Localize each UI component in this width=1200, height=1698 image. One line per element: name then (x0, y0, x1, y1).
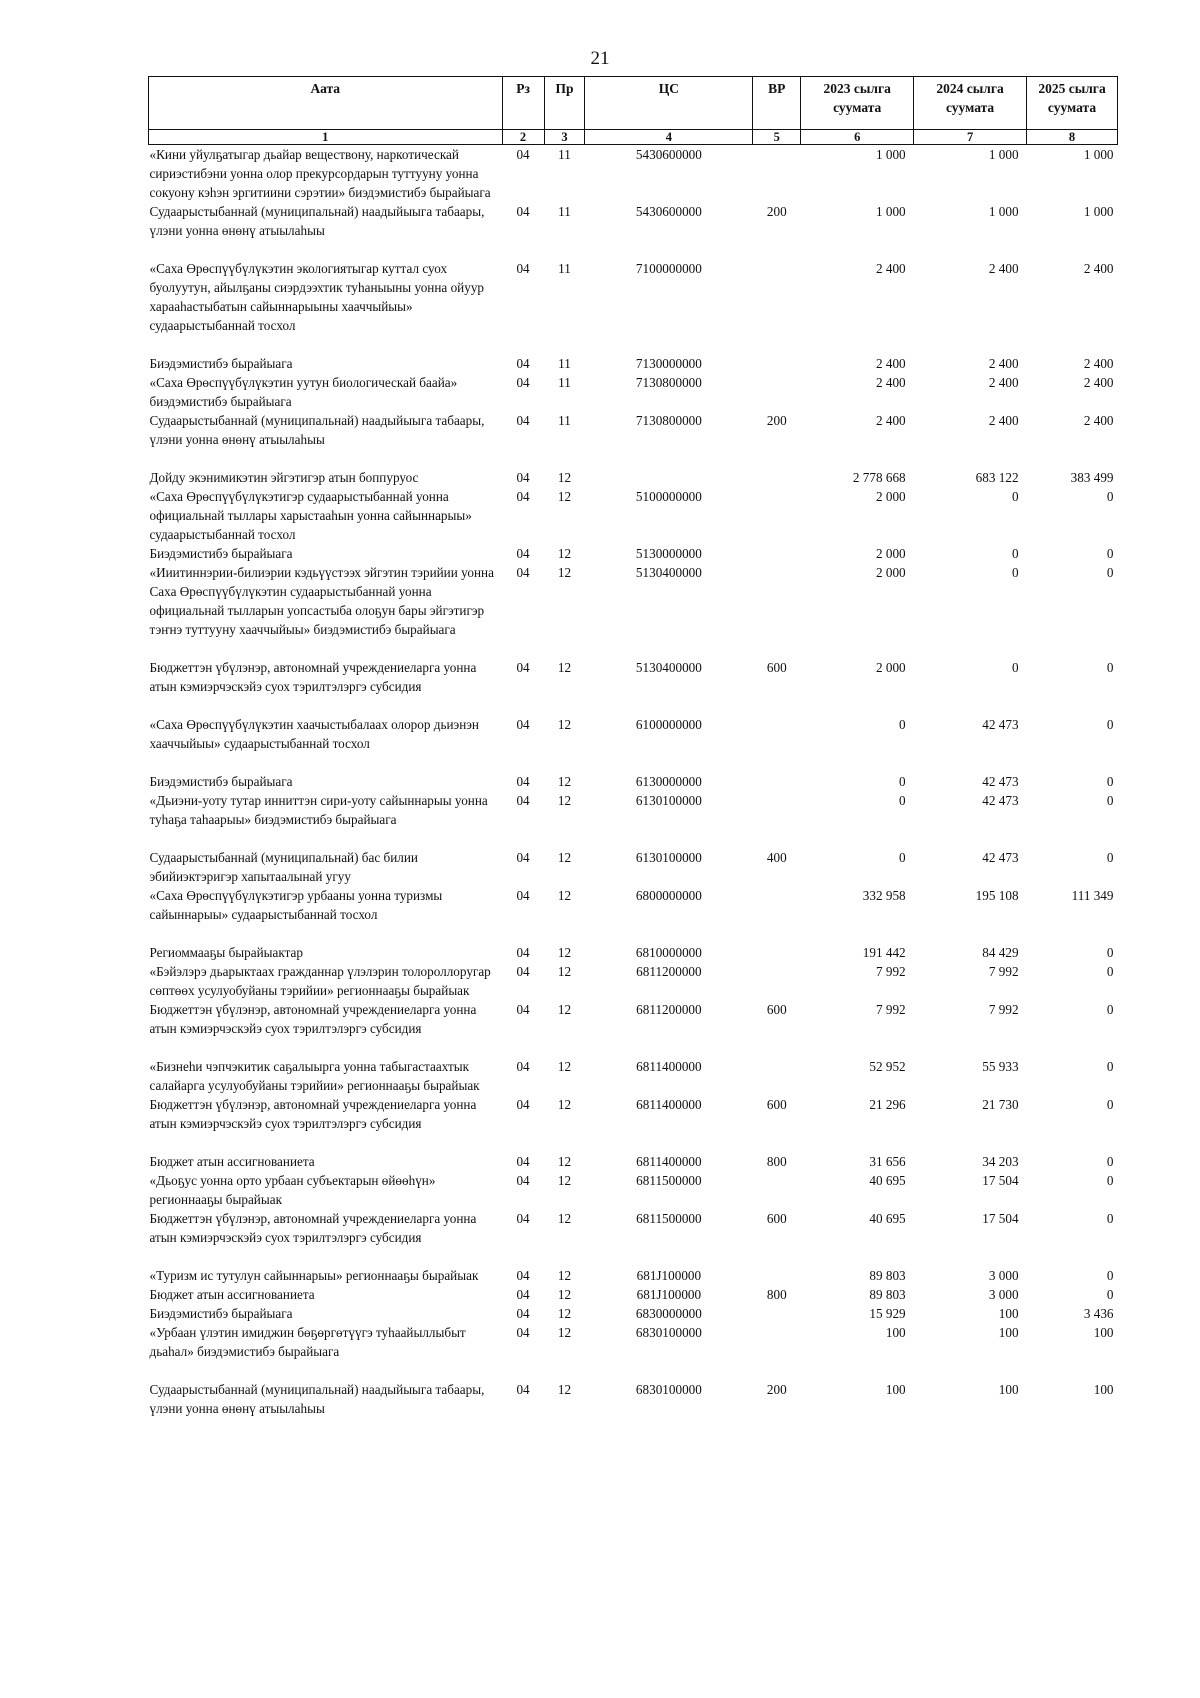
cell-rz: 04 (516, 1325, 530, 1340)
cell-2025: 0 (1106, 945, 1114, 960)
cell-pr: 12 (557, 717, 572, 732)
cell-name: Бюджет атын ассигнованиета (149, 1287, 315, 1302)
cell-name: Бюджеттэн үбүлэнэр, автономнай учреждениеларга уонна атын кэмиэрчэскэйэ суох тэрилтэлэргэ субсидия (149, 1097, 477, 1131)
cell-cs: 5100000000 (635, 489, 702, 504)
cell-2025: 2 400 (1083, 356, 1114, 371)
cell-vr (753, 715, 801, 772)
cell-2024: 42 473 (982, 850, 1019, 865)
cell-rz: 04 (516, 660, 530, 675)
cell-cs: 6100000000 (635, 717, 702, 732)
cell-2025: 0 (1106, 546, 1114, 561)
cell-2025: 0 (1106, 964, 1114, 979)
table-row (149, 658, 1118, 715)
cell-cs: 5130000000 (635, 546, 702, 561)
cell-2025: 2 400 (1083, 261, 1114, 276)
cell-2024: 0 (1011, 489, 1019, 504)
cell-2025: 0 (1106, 1097, 1114, 1112)
header-name: Аата (149, 77, 503, 130)
header-2023: 2023 сылга суумата (801, 77, 914, 130)
cell-rz: 04 (516, 356, 530, 371)
cell-2023: 1 000 (875, 204, 906, 219)
table-row (149, 772, 1118, 791)
cell-2025: 2 400 (1083, 413, 1114, 428)
cell-cs (585, 468, 753, 487)
cell-name: Биэдэмистибэ бырайыага (149, 546, 293, 561)
cell-rz: 04 (516, 1211, 530, 1226)
cell-name: «Саха Өрөспүүбүлүкэтин хаачыстыбалаах олорор дьиэнэн хааччыйыы» судаарыстыбаннай тосхол (149, 717, 479, 751)
cell-name: «Бизнеһи чэпчэкитик саҕалыырга уонна табыгастаахтык салайарга усулуобуйаны тэрийии» регионнааҕы бырайыак (149, 1059, 480, 1093)
cell-2023: 31 656 (869, 1154, 906, 1169)
cell-rz: 04 (516, 717, 530, 732)
cell-cs: 6830100000 (635, 1382, 702, 1397)
table-row (149, 1209, 1118, 1266)
cell-cs: 5430600000 (635, 147, 702, 162)
cell-pr: 12 (557, 850, 572, 865)
table-row (149, 943, 1118, 962)
cell-pr: 12 (557, 1325, 572, 1340)
cell-pr: 12 (557, 1306, 572, 1321)
cell-vr (753, 962, 801, 1000)
cell-vr (753, 259, 801, 354)
cell-2023: 2 400 (875, 375, 906, 390)
cell-cs: 7130800000 (635, 375, 702, 390)
cell-cs: 7130000000 (635, 356, 702, 371)
cell-vr (753, 943, 801, 962)
table-header (149, 77, 1118, 145)
cell-2024: 7 992 (988, 964, 1019, 979)
cell-vr (753, 1304, 801, 1323)
cell-pr: 12 (557, 1382, 572, 1397)
cell-2025: 0 (1106, 660, 1114, 675)
cell-name: Бюджеттэн үбүлэнэр, автономнай учреждениеларга уонна атын кэмиэрчэскэйэ суох тэрилтэлэргэ субсидия (149, 660, 477, 694)
cell-cs: 6130100000 (635, 850, 702, 865)
cell-name: «Кини уйулҕатыгар дьайар веществону, наркотическай сириэстибэни уонна олор прекурсордарын туттууну уонна сокуону кэһэн эргитиини сэрэтии» биэдэмистибэ бырайыага (149, 147, 491, 200)
cell-pr: 12 (557, 470, 572, 485)
cell-2024: 683 122 (975, 470, 1019, 485)
cell-pr: 12 (557, 1268, 572, 1283)
cell-2023: 2 000 (875, 489, 906, 504)
cell-vr: 600 (766, 660, 787, 675)
table-row (149, 202, 1118, 259)
cell-cs: 6811500000 (636, 1211, 702, 1226)
table-row (149, 563, 1118, 658)
column-number: 3 (544, 130, 585, 145)
table-row (149, 487, 1118, 544)
cell-2025: 0 (1106, 1211, 1114, 1226)
cell-cs: 7100000000 (635, 261, 702, 276)
cell-2024: 100 (998, 1306, 1019, 1321)
cell-name: Региоммааҕы бырайыактар (149, 945, 303, 960)
cell-rz: 04 (516, 565, 530, 580)
cell-vr (753, 468, 801, 487)
table-row (149, 1057, 1118, 1095)
table-row (149, 1000, 1118, 1057)
cell-2023: 2 778 668 (852, 470, 906, 485)
column-number: 2 (502, 130, 544, 145)
cell-vr (753, 373, 801, 411)
cell-vr: 200 (766, 1382, 787, 1397)
cell-rz: 04 (516, 888, 530, 903)
cell-cs: 6130000000 (635, 774, 702, 789)
cell-2024: 17 504 (982, 1211, 1019, 1226)
cell-2023: 40 695 (869, 1211, 906, 1226)
cell-2023: 1 000 (875, 147, 906, 162)
cell-name: Судаарыстыбаннай (муниципальнай) наадыйыыга табаары, үлэни уонна өнөнү атыылаһыы (149, 1382, 485, 1416)
cell-vr (753, 1323, 801, 1380)
cell-name: «Дьиэни-уоту тутар инниттэн сири-уоту сайыннарыы уонна туһаҕа таһаарыы» биэдэмистибэ бырайыага (149, 793, 488, 827)
cell-2023: 89 803 (869, 1268, 906, 1283)
page-number: 21 (590, 48, 610, 69)
cell-vr (753, 791, 801, 848)
header-vr: ВР (753, 77, 801, 130)
column-number: 5 (753, 130, 801, 145)
cell-cs: 6811200000 (636, 1002, 702, 1017)
cell-2023: 100 (885, 1325, 906, 1340)
cell-name: «Бэйэлэрэ дьарыктаах гражданнар үлэлэрин толороллоругар сөптөөх усулуобуйаны тэрийии» регионнааҕы бырайыак (149, 964, 491, 998)
cell-2025: 0 (1106, 1173, 1114, 1188)
cell-name: «Ииитиннэрии-билиэрии кэдьүүстээх эйгэтин тэрийии уонна Саха Өрөспүүбүлүкэтин судаарыстыбаннай уонна официальнай тылларын уопсастыба олоҕун бары эйгэтигэр тэҥнэ туттууну хааччыйыы» биэдэмистибэ бырайыага (149, 565, 494, 637)
cell-pr: 12 (557, 793, 572, 808)
cell-2024: 55 933 (982, 1059, 1019, 1074)
cell-2024: 42 473 (982, 774, 1019, 789)
cell-cs: 6811500000 (636, 1173, 702, 1188)
cell-pr: 12 (557, 1002, 572, 1017)
cell-pr: 11 (558, 204, 571, 219)
cell-2024: 1 000 (988, 204, 1019, 219)
cell-2023: 89 803 (869, 1287, 906, 1302)
cell-vr (753, 886, 801, 943)
cell-2024: 2 400 (988, 413, 1019, 428)
cell-2023: 100 (885, 1382, 906, 1397)
cell-2024: 0 (1011, 546, 1019, 561)
cell-cs: 6800000000 (635, 888, 702, 903)
budget-table (148, 76, 1118, 1418)
cell-vr: 200 (766, 204, 787, 219)
cell-2023: 191 442 (862, 945, 906, 960)
cell-name: Бюджеттэн үбүлэнэр, автономнай учреждениеларга уонна атын кэмиэрчэскэйэ суох тэрилтэлэргэ субсидия (149, 1211, 477, 1245)
cell-2023: 40 695 (869, 1173, 906, 1188)
cell-cs: 6811400000 (636, 1154, 702, 1169)
table-row (149, 373, 1118, 411)
table-row (149, 1152, 1118, 1171)
cell-2025: 0 (1106, 1268, 1114, 1283)
cell-2025: 1 000 (1083, 204, 1114, 219)
cell-2024: 2 400 (988, 375, 1019, 390)
cell-cs: 6810000000 (635, 945, 702, 960)
cell-vr (753, 1171, 801, 1209)
table-row (149, 1266, 1118, 1285)
cell-vr: 400 (766, 850, 787, 865)
cell-pr: 12 (557, 964, 572, 979)
cell-2023: 7 992 (875, 964, 906, 979)
cell-pr: 12 (557, 546, 572, 561)
table-row (149, 1380, 1118, 1418)
cell-2024: 42 473 (982, 793, 1019, 808)
cell-2025: 1 000 (1083, 147, 1114, 162)
cell-2024: 2 400 (988, 356, 1019, 371)
cell-vr (753, 544, 801, 563)
cell-rz: 04 (516, 204, 530, 219)
table-row (149, 1323, 1118, 1380)
cell-rz: 04 (516, 774, 530, 789)
cell-cs: 681J100000 (636, 1268, 702, 1283)
cell-rz: 04 (516, 1059, 530, 1074)
cell-rz: 04 (516, 546, 530, 561)
table-row (149, 962, 1118, 1000)
cell-2024: 0 (1011, 565, 1019, 580)
column-number: 6 (801, 130, 914, 145)
cell-2025: 383 499 (1070, 470, 1114, 485)
cell-name: Биэдэмистибэ бырайыага (149, 356, 293, 371)
cell-vr: 600 (766, 1097, 787, 1112)
cell-2023: 0 (899, 717, 906, 732)
cell-rz: 04 (516, 1306, 530, 1321)
cell-2024: 42 473 (982, 717, 1019, 732)
cell-2023: 332 958 (862, 888, 906, 903)
cell-name: «Саха Өрөспүүбүлүкэтин уутун биологическай баайа» биэдэмистибэ бырайыага (149, 375, 458, 409)
cell-name: Судаарыстыбаннай (муниципальнай) наадыйыыга табаары, үлэни уонна өнөнү атыылаһыы (149, 204, 485, 238)
header-pr: Пр (544, 77, 585, 130)
cell-2024: 21 730 (982, 1097, 1019, 1112)
cell-name: «Урбаан үлэтин имиджин бөҕөргөтүүгэ туһаайыллыбыт дьаһал» биэдэмистибэ бырайыага (149, 1325, 466, 1359)
cell-name: «Саха Өрөспүүбүлүкэтин экологиятыгар куттал суох буолуутун, айылҕаны сиэрдээхтик туһаныыны уонна ойуур харааһастыбатын сайыннарыыны хааччыйыы» судаарыстыбаннай тосхол (149, 261, 485, 333)
table-body (149, 145, 1118, 1419)
cell-2023: 52 952 (869, 1059, 906, 1074)
cell-2023: 2 000 (875, 565, 906, 580)
cell-rz: 04 (516, 147, 530, 162)
cell-pr: 11 (558, 375, 571, 390)
cell-pr: 12 (557, 660, 572, 675)
header-2025: 2025 сылга суумата (1027, 77, 1118, 130)
cell-pr: 12 (557, 1097, 572, 1112)
cell-2025: 0 (1106, 717, 1114, 732)
cell-pr: 12 (557, 774, 572, 789)
cell-vr (753, 563, 801, 658)
table-row (149, 468, 1118, 487)
cell-2025: 2 400 (1083, 375, 1114, 390)
cell-2025: 0 (1106, 1002, 1114, 1017)
cell-cs: 6811400000 (636, 1059, 702, 1074)
cell-2025: 0 (1106, 774, 1114, 789)
cell-cs: 5130400000 (635, 660, 702, 675)
cell-name: Бюджеттэн үбүлэнэр, автономнай учреждениеларга уонна атын кэмиэрчэскэйэ суох тэрилтэлэргэ субсидия (149, 1002, 477, 1036)
cell-pr: 12 (557, 1173, 572, 1188)
cell-2025: 0 (1106, 1287, 1114, 1302)
cell-2024: 100 (998, 1325, 1019, 1340)
cell-2025: 0 (1106, 1059, 1114, 1074)
cell-2023: 0 (899, 774, 906, 789)
cell-2024: 100 (998, 1382, 1019, 1397)
header-2024: 2024 сылга суумата (914, 77, 1027, 130)
cell-name: Судаарыстыбаннай (муниципальнай) бас билии эбийиэктэригэр хапытаалынай угуу (149, 850, 418, 884)
cell-vr: 800 (766, 1287, 787, 1302)
cell-2023: 7 992 (875, 1002, 906, 1017)
cell-2023: 0 (899, 793, 906, 808)
cell-2025: 111 349 (1071, 888, 1114, 903)
column-number: 1 (149, 130, 503, 145)
cell-name: «Саха Өрөспүүбүлүкэтигэр урбааны уонна туризмы сайыннарыы» судаарыстыбаннай тосхол (149, 888, 443, 922)
cell-cs: 5130400000 (635, 565, 702, 580)
cell-name: «Дьоҕус уонна орто урбаан субъектарын өйөөһүн» регионнааҕы бырайыак (149, 1173, 436, 1207)
cell-cs: 5430600000 (635, 204, 702, 219)
cell-vr: 200 (766, 413, 787, 428)
cell-pr: 12 (557, 888, 572, 903)
table-row (149, 848, 1118, 886)
cell-2025: 0 (1106, 1154, 1114, 1169)
cell-vr (753, 1057, 801, 1095)
cell-2024: 3 000 (988, 1287, 1019, 1302)
cell-rz: 04 (516, 1154, 530, 1169)
cell-vr (753, 487, 801, 544)
table-row (149, 1285, 1118, 1304)
cell-pr: 11 (558, 413, 571, 428)
cell-rz: 04 (516, 413, 530, 428)
cell-cs: 6130100000 (635, 793, 702, 808)
column-number-row (149, 130, 1118, 145)
column-number: 4 (585, 130, 753, 145)
cell-vr (753, 145, 801, 203)
cell-2025: 100 (1093, 1382, 1114, 1397)
cell-rz: 04 (516, 261, 530, 276)
cell-name: Судаарыстыбаннай (муниципальнай) наадыйыыга табаары, үлэни уонна өнөнү атыылаһыы (149, 413, 485, 447)
cell-name: Биэдэмистибэ бырайыага (149, 1306, 293, 1321)
table-row (149, 715, 1118, 772)
cell-rz: 04 (516, 1268, 530, 1283)
cell-cs: 7130800000 (635, 413, 702, 428)
cell-2024: 2 400 (988, 261, 1019, 276)
cell-2023: 21 296 (869, 1097, 906, 1112)
cell-cs: 681J100000 (636, 1287, 702, 1302)
table-row (149, 354, 1118, 373)
table-row (149, 791, 1118, 848)
cell-cs: 6830100000 (635, 1325, 702, 1340)
cell-pr: 11 (558, 356, 571, 371)
cell-vr: 600 (766, 1002, 787, 1017)
cell-rz: 04 (516, 489, 530, 504)
cell-rz: 04 (516, 850, 530, 865)
cell-2024: 17 504 (982, 1173, 1019, 1188)
cell-pr: 12 (557, 565, 572, 580)
cell-vr (753, 772, 801, 791)
cell-2024: 0 (1011, 660, 1019, 675)
cell-cs: 6811200000 (636, 964, 702, 979)
cell-2024: 7 992 (988, 1002, 1019, 1017)
cell-rz: 04 (516, 1173, 530, 1188)
cell-cs: 6811400000 (636, 1097, 702, 1112)
cell-2025: 100 (1093, 1325, 1114, 1340)
header-cs: ЦС (585, 77, 753, 130)
table-row (149, 145, 1118, 203)
table-row (149, 1304, 1118, 1323)
column-number: 8 (1027, 130, 1118, 145)
cell-2023: 2 000 (875, 546, 906, 561)
cell-name: Бюджет атын ассигнованиета (149, 1154, 315, 1169)
cell-2025: 0 (1106, 793, 1114, 808)
cell-rz: 04 (516, 793, 530, 808)
cell-pr: 12 (557, 489, 572, 504)
cell-name: «Туризм ис тутулун сайыннарыы» регионнааҕы бырайыак (149, 1268, 479, 1283)
cell-2025: 0 (1106, 565, 1114, 580)
table-row (149, 544, 1118, 563)
cell-rz: 04 (516, 1002, 530, 1017)
cell-2025: 3 436 (1083, 1306, 1114, 1321)
cell-pr: 12 (557, 1059, 572, 1074)
cell-2024: 3 000 (988, 1268, 1019, 1283)
cell-name: «Саха Өрөспүүбүлүкэтигэр судаарыстыбаннай уонна официальнай тыллары харыстааһын уонна сайыннарыы» судаарыстыбаннай тосхол (149, 489, 472, 542)
cell-pr: 12 (557, 1211, 572, 1226)
cell-2024: 195 108 (975, 888, 1019, 903)
cell-2023: 15 929 (869, 1306, 906, 1321)
cell-rz: 04 (516, 1097, 530, 1112)
cell-rz: 04 (516, 945, 530, 960)
cell-rz: 04 (516, 470, 530, 485)
cell-name: Биэдэмистибэ бырайыага (149, 774, 293, 789)
cell-2024: 1 000 (988, 147, 1019, 162)
cell-pr: 12 (557, 945, 572, 960)
cell-cs: 6830000000 (635, 1306, 702, 1321)
cell-pr: 12 (557, 1287, 572, 1302)
table-row (149, 411, 1118, 468)
cell-2023: 2 400 (875, 261, 906, 276)
cell-name: Дойду экэнимикэтин эйгэтигэр атын боппуруос (149, 470, 419, 485)
cell-2025: 0 (1106, 850, 1114, 865)
cell-2024: 34 203 (982, 1154, 1019, 1169)
cell-pr: 11 (558, 261, 571, 276)
table-row (149, 1095, 1118, 1152)
cell-2023: 2 400 (875, 413, 906, 428)
header-rz: Рз (502, 77, 544, 130)
cell-pr: 12 (557, 1154, 572, 1169)
cell-rz: 04 (516, 964, 530, 979)
cell-vr: 600 (766, 1211, 787, 1226)
cell-2024: 84 429 (982, 945, 1019, 960)
table-row (149, 1171, 1118, 1209)
cell-vr (753, 354, 801, 373)
cell-2023: 2 000 (875, 660, 906, 675)
table-row (149, 259, 1118, 354)
header-row (149, 77, 1118, 130)
cell-rz: 04 (516, 1382, 530, 1397)
cell-vr (753, 1266, 801, 1285)
cell-pr: 11 (558, 147, 571, 162)
cell-rz: 04 (516, 375, 530, 390)
cell-2025: 0 (1106, 489, 1114, 504)
cell-rz: 04 (516, 1287, 530, 1302)
cell-2023: 2 400 (875, 356, 906, 371)
cell-vr: 800 (766, 1154, 787, 1169)
table-row (149, 886, 1118, 943)
column-number: 7 (914, 130, 1027, 145)
cell-2023: 0 (899, 850, 906, 865)
